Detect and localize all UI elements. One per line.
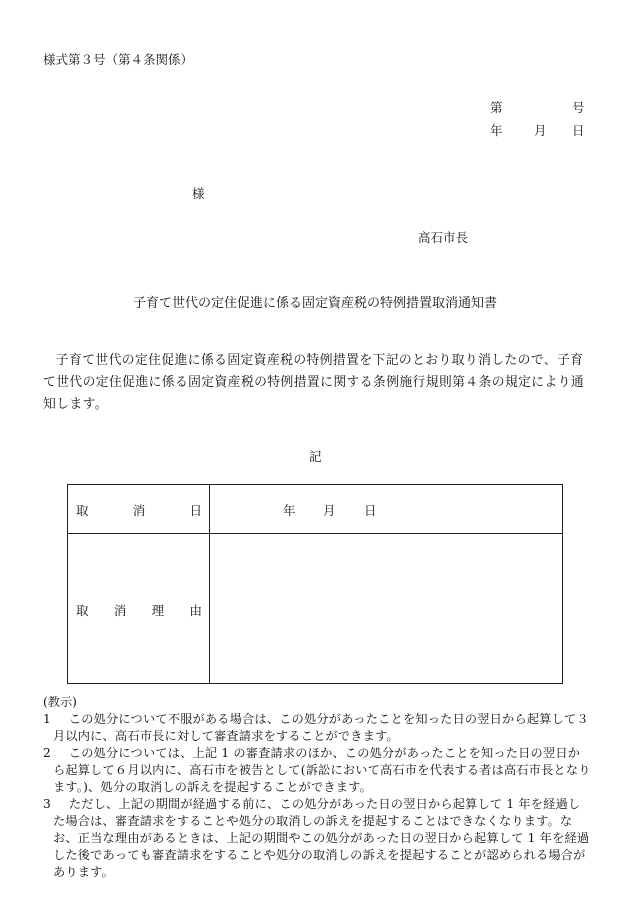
notice-item-text: この処分について不服がある場合は、この処分があったことを知った日の翌日から起算して３月以内に、高石市長に対して審査請求をすることができます。 bbox=[53, 712, 589, 743]
document-number-suffix: 号 bbox=[572, 100, 585, 115]
label-char: 取 bbox=[76, 503, 89, 518]
cancellation-reason-row bbox=[68, 533, 562, 684]
label-char: 取 bbox=[76, 603, 89, 618]
notice-item-number: 3 bbox=[43, 797, 51, 811]
cancellation-date-day: 日 bbox=[364, 503, 377, 518]
column-divider bbox=[209, 485, 210, 533]
form-number: 様式第３号（第４条関係） bbox=[43, 52, 194, 67]
notice-item-number: 2 bbox=[43, 746, 51, 760]
column-divider bbox=[209, 533, 210, 684]
notice-item-text: この処分については、上記 1 の審査請求のほか、この処分があったことを知った日の翌日から起算して６月以内に、高石市を被告として(訴訟において高石市を代表する者は高石市長となります。)、処分の取消しの訴えを提起することができます。 bbox=[53, 746, 591, 794]
cancellation-reason-label bbox=[76, 601, 202, 619]
label-char: 理 bbox=[151, 603, 165, 618]
label-char: 由 bbox=[189, 603, 202, 618]
issue-date-year: 年 bbox=[490, 123, 503, 138]
ki-heading: 記 bbox=[309, 449, 322, 464]
detail-table bbox=[67, 484, 563, 684]
addressee-suffix: 様 bbox=[192, 186, 205, 201]
document-number-label: 第 bbox=[490, 100, 503, 115]
issue-date-day: 日 bbox=[572, 123, 585, 138]
label-char: 消 bbox=[132, 503, 146, 518]
notice-item bbox=[43, 711, 591, 745]
cancellation-date-row bbox=[68, 485, 562, 534]
label-char: 日 bbox=[189, 503, 202, 518]
body-paragraph: 子育て世代の定住促進に係る固定資産税の特例措置を下記のとおり取り消したので、子育て世代の定住促進に係る固定資産税の特例措置に関する条例施行規則第４条の規定により通知します。 bbox=[43, 353, 585, 412]
appeal-notice bbox=[43, 694, 591, 881]
cancellation-date-label bbox=[76, 501, 202, 519]
notice-item-text: ただし、上記の期間が経過する前に、この処分があった日の翌日から起算して 1 年を経過した場合は、審査請求をすることや処分の取消しの訴えを提起することはできなくなります。なお、正当な理由があるときは、上記の期間やこの処分があった日の翌日から起算して 1 年を経過した後であっても審査請求をすることや処分の取消しの訴えを提起することが認められる場合があります。 bbox=[53, 797, 590, 879]
issue-date-month: 月 bbox=[534, 123, 547, 138]
cancellation-date-year: 年 bbox=[283, 503, 296, 518]
cancellation-date-month: 月 bbox=[323, 503, 336, 518]
notice-item-number: 1 bbox=[43, 712, 51, 726]
document-title: 子育て世代の定住促進に係る固定資産税の特例措置取消通知書 bbox=[132, 296, 497, 311]
notice-heading: (教示) bbox=[43, 695, 77, 709]
notice-item bbox=[43, 796, 591, 881]
sender-name: 高石市長 bbox=[418, 230, 469, 245]
notice-item bbox=[43, 745, 591, 796]
label-char: 消 bbox=[113, 603, 127, 618]
